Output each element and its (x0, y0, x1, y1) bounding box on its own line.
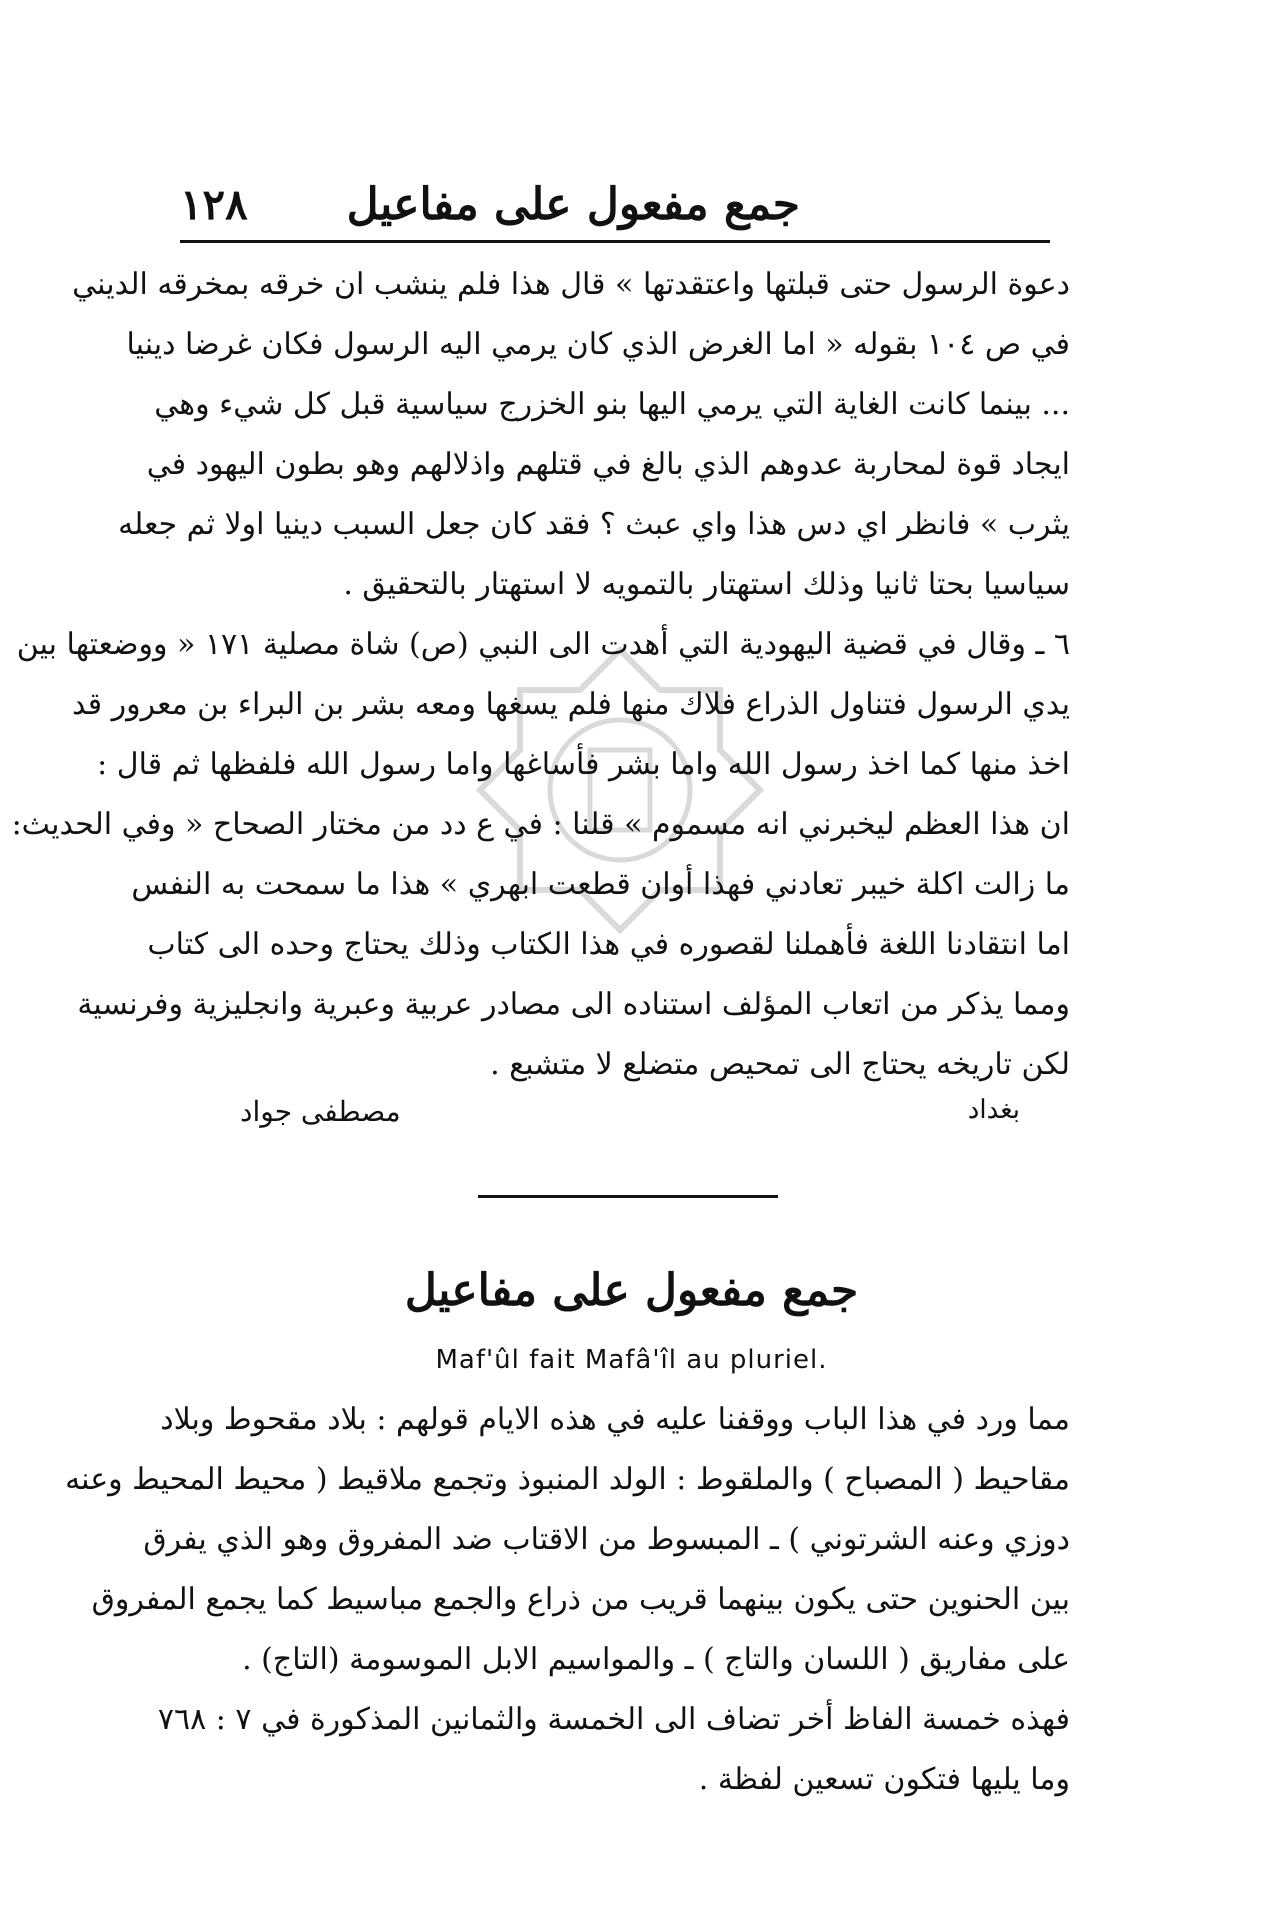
text-line: سياسيا بحتا ثانيا وذلك استهتار بالتمويه لا استهتار بالتحقيق . (343, 567, 1070, 602)
text-line: وما يليها فتكون تسعين لفظة . (698, 1762, 1070, 1797)
text-line: ايجاد قوة لمحاربة عدوهم الذي بالغ في قتلهم واذلالهم وهو بطون اليهود في (146, 447, 1070, 482)
page-number: ١٢٨ (180, 180, 248, 229)
text-line: دوزي وعنه الشرتوني ) ـ المبسوط من الاقتاب ضد المفروق وهو الذي يفرق (143, 1522, 1070, 1557)
text-line: دعوة الرسول حتى قبلتها واعتقدتها » قال هذا فلم ينشب ان خرقه بمخرقه الديني (72, 267, 1070, 302)
signature-place: بغداد (967, 1095, 1020, 1125)
final-paragraph (157, 1690, 1070, 1810)
text-line: فهذه خمسة الفاظ أخر تضاف الى الخمسة والثمانين المذكورة في ٧ : ٧٦٨ (157, 1702, 1070, 1737)
text-line: مما ورد في هذا الباب ووقفنا عليه في هذه الايام قولهم : بلاد مقحوط وبلاد (160, 1402, 1070, 1437)
section-subtitle: Maf'ûl fait Mafâ'îl au pluriel. (435, 1345, 828, 1375)
text-line: ان هذا العظم ليخبرني انه مسموم » قلنا : في ع دد من مختار الصحاح « وفي الحديث: (11, 807, 1070, 842)
text-line: يثرب » فانظر اي دس هذا واي عبث ؟ فقد كان جعل السبب دينيا اولا ثم جعله (118, 507, 1070, 542)
text-line: اما انتقادنا اللغة فأهملنا لقصوره في هذا الكتاب وذلك يحتاج وحده الى كتاب (147, 927, 1070, 962)
text-line: يدي الرسول فتناول الذراع فلاك منها فلم يسغها ومعه بشر بن البراء بن معرور قد (71, 687, 1070, 722)
header-rule (180, 240, 1050, 243)
signature-author: مصطفى جواد (240, 1095, 401, 1128)
text-line: مقاحيط ( المصباح ) والملقوط : الولد المنبوذ وتجمع ملاقيط ( محيط المحيط وعنه (65, 1462, 1070, 1497)
item-6-paragraph (11, 615, 1070, 1095)
text-line: على مفاريق ( اللسان والتاج ) ـ والمواسيم الابل الموسومة (التاج) . (242, 1642, 1070, 1677)
signature-row (240, 1095, 1020, 1145)
page-header (180, 170, 1040, 240)
running-title: جمع مفعول على مفاعيل (346, 179, 800, 230)
text-line: بين الحنوين حتى يكون بينهما قريب من ذراع والجمع مباسيط كما يجمع المفروق (91, 1582, 1070, 1617)
review-paragraph (72, 255, 1070, 615)
section-divider (478, 1195, 778, 1198)
text-line: في ص ١٠٤ بقوله « اما الغرض الذي كان يرمي اليه الرسول فكان غرضا دينيا (126, 327, 1070, 362)
text-line: ٦ ـ وقال في قضية اليهودية التي أهدت الى النبي (ص) شاة مصلية ١٧١ « ووضعتها بين (16, 627, 1070, 662)
text-line: لكن تاريخه يحتاج الى تمحيص متضلع لا متشبع . (490, 1047, 1070, 1082)
text-line: ... بينما كانت الغاية التي يرمي اليها بنو الخزرج سياسية قبل كل شيء وهي (154, 387, 1070, 422)
section-paragraph (65, 1390, 1070, 1690)
text-line: اخذ منها كما اخذ رسول الله واما بشر فأساغها واما رسول الله فلفظها ثم قال : (97, 747, 1070, 782)
section-title: جمع مفعول على مفاعيل (404, 1265, 859, 1316)
text-line: ومما يذكر من اتعاب المؤلف استناده الى مصادر عربية وعبرية وانجليزية وفرنسية (77, 987, 1070, 1022)
text-line: ما زالت اكلة خيبر تعادني فهذا أوان قطعت ابهري » هذا ما سمحت به النفس (131, 867, 1070, 902)
